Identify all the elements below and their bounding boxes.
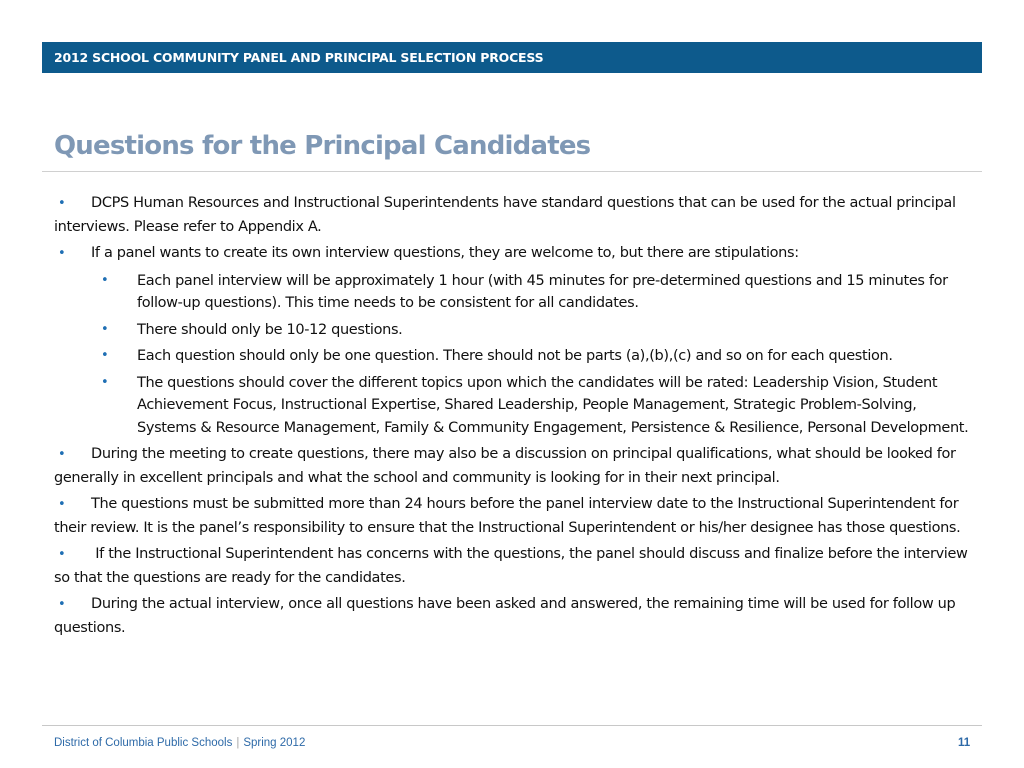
sub-bullet-text: There should only be 10-12 questions. (137, 321, 403, 338)
footer-season: Spring 2012 (243, 737, 306, 749)
bullet-item (54, 192, 979, 238)
bullet-icon: • (58, 497, 66, 512)
footer-separator: | (236, 737, 240, 749)
bullet-item (54, 443, 979, 489)
bullet-icon: • (58, 547, 66, 562)
footer-divider (42, 725, 982, 726)
footer (54, 737, 305, 749)
bullet-icon: • (58, 447, 66, 462)
bullet-icon: • (101, 348, 109, 363)
bullet-icon: • (58, 246, 66, 261)
footer-org: District of Columbia Public Schools (54, 737, 233, 749)
bullet-text: If the Instructional Superintendent has concerns with the questions, the panel should discuss and finalize before the interview so that the questions are ready for the candidates. (54, 546, 968, 586)
bullet-text: If a panel wants to create its own interview questions, they are welcome to, but there are stipulations: (91, 245, 799, 261)
title-divider (42, 171, 982, 172)
sub-bullet-item (54, 270, 979, 315)
bullet-text: The questions must be submitted more than 24 hours before the panel interview date to the Instructional Superintendent for their review. It is the panel’s responsibility to ensure that the Instructional Superintendent or his/her designee has those questions. (54, 496, 961, 536)
slide-title: Questions for the Principal Candidates (54, 131, 591, 161)
sub-bullet-item (54, 345, 979, 368)
bullet-item (54, 593, 979, 639)
bullet-icon: • (101, 272, 109, 288)
sub-bullet-text: The questions should cover the different topics upon which the candidates will be rated: Leadership Vision, Student Achievement Focus, Instructional Expertise, Shared Leadership, People Management, Strategic Problem-Solving, Systems & Resource Management, Family & Community Engagement, Persistence & Resilience, Personal Development. (137, 374, 969, 436)
header-title: 2012 SCHOOL COMMUNITY PANEL AND PRINCIPAL SELECTION PROCESS (54, 50, 544, 65)
bullet-item (54, 242, 979, 266)
sub-bullet-text: Each panel interview will be approximately 1 hour (with 45 minutes for pre-determined questions and 15 minutes for follow-up questions). This time needs to be consistent for all candidates. (137, 272, 948, 311)
bullet-item (54, 493, 979, 539)
bullet-icon: • (58, 196, 66, 211)
bullet-icon: • (101, 374, 109, 390)
header-bar (42, 42, 982, 73)
sub-bullet-item (54, 319, 979, 342)
sub-bullet-text: Each question should only be one question. There should not be parts (a),(b),(c) and so on for each question. (137, 348, 893, 364)
page-number: 11 (958, 737, 971, 749)
slide-content (54, 192, 979, 643)
sub-bullet-item (54, 372, 979, 440)
bullet-item (54, 543, 979, 589)
bullet-icon: • (101, 321, 109, 337)
bullet-text: During the actual interview, once all questions have been asked and answered, the remaining time will be used for follow up questions. (54, 596, 956, 636)
bullet-text: During the meeting to create questions, there may also be a discussion on principal qualifications, what should be looked for generally in excellent principals and what the school and community is looking for in their next principal. (54, 446, 956, 486)
bullet-text: DCPS Human Resources and Instructional Superintendents have standard questions that can be used for the actual principal interviews. Please refer to Appendix A. (54, 195, 956, 235)
bullet-icon: • (58, 597, 66, 612)
